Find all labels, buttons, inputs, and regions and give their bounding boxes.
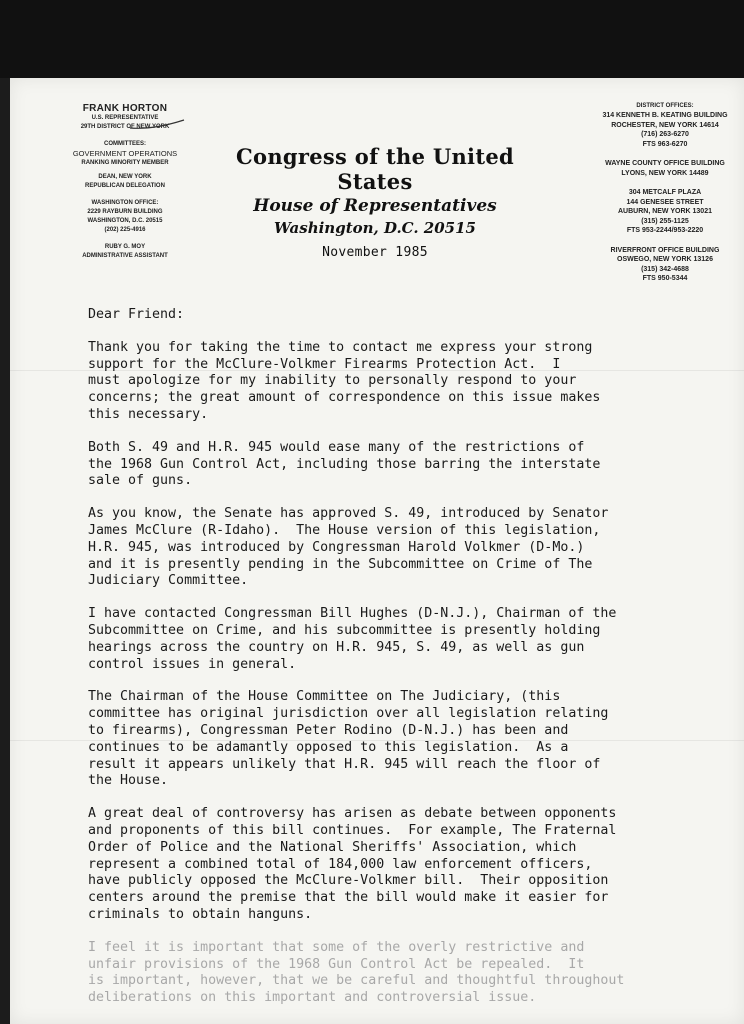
congress-heading: Congress of the United States bbox=[236, 144, 514, 194]
office-3-phone: (315) 255-1125 bbox=[641, 217, 689, 225]
office-2-line-2: LYONS, NEW YORK 14489 bbox=[621, 169, 709, 177]
washington-address-2: WASHINGTON, D.C. 20515 bbox=[87, 217, 163, 224]
letter-greeting: Dear Friend: bbox=[88, 307, 185, 322]
committees-heading: COMMITTEES: bbox=[104, 141, 146, 147]
letter-paragraph: Both S. 49 and H.R. 945 would ease many of the restrictions of the 1968 Gun Control Act, including those barring the interstate sale of guns. bbox=[88, 439, 601, 489]
office-4-phone: (315) 342-4688 bbox=[641, 265, 689, 273]
representative-district: 29TH DISTRICT OF NEW YORK bbox=[80, 124, 170, 130]
scan-background-top bbox=[0, 0, 744, 78]
dean-line-2: REPUBLICAN DELEGATION bbox=[85, 182, 165, 189]
office-3-line-1: 304 METCALF PLAZA bbox=[628, 189, 702, 196]
washington-heading: Washington, D.C. 20515 bbox=[274, 219, 476, 237]
office-1-line-2: ROCHESTER, NEW YORK 14614 bbox=[611, 121, 719, 129]
washington-address-1: 2229 RAYBURN BUILDING bbox=[87, 208, 163, 215]
dean-line-1: DEAN, NEW YORK bbox=[98, 173, 152, 180]
letter-page bbox=[10, 78, 744, 1024]
washington-office-heading: WASHINGTON OFFICE: bbox=[91, 199, 159, 206]
district-offices-heading: DISTRICT OFFICES: bbox=[636, 103, 694, 109]
house-heading: House of Representatives bbox=[253, 196, 497, 216]
letter-paragraph: The Chairman of the House Committee on The Judiciary, (this committee has original jurisdiction over all legislation relating to firearms), Congressman Peter Rodino (D-N.J.) has been and continues to be adamantly opposed to this legislation. As a result it appears unlikely that H.R. 945 will reach the floor of the House. bbox=[88, 689, 609, 789]
office-3-line-3: AUBURN, NEW YORK 13021 bbox=[617, 208, 712, 215]
committee-role: RANKING MINORITY MEMBER bbox=[81, 159, 169, 166]
office-4-fts: FTS 950-5344 bbox=[642, 275, 688, 282]
assistant-title: ADMINISTRATIVE ASSISTANT bbox=[82, 252, 168, 259]
office-3-fts: FTS 953-2244/953-2220 bbox=[626, 227, 704, 234]
washington-phone: (202) 225-4916 bbox=[104, 226, 146, 233]
office-1-line-1: 314 KENNETH B. KEATING BUILDING bbox=[602, 112, 728, 119]
letter-paragraph: As you know, the Senate has approved S. 49, introduced by Senator James McClure (R-Idaho). The House version of this legislation, H.R. 945, was introduced by Congressman Harold Volkmer (D-Mo.) and it is presently pending in the Subcommittee on Crime of The Judiciary Committee. bbox=[88, 506, 609, 589]
letter-body bbox=[88, 307, 698, 1023]
letterhead-center bbox=[210, 144, 540, 260]
office-3-line-2: 144 GENESEE STREET bbox=[626, 198, 704, 206]
committee-name: GOVERNMENT OPERATIONS bbox=[72, 149, 178, 158]
letter-paragraph: A great deal of controversy has arisen as debate between opponents and proponents of this bill continues. For example, The Fraternal Order of Police and the National Sheriffs' Association, which represent a combined total of 184,000 law enforcement officers, have publicly opposed the McClure-Volkmer bill. Their opposition centers around the premise that the bill would make it easier for criminals to obtain hanguns. bbox=[88, 806, 617, 922]
letter-paragraph-faded: I feel it is important that some of the overly restrictive and unfair provisions of the 1968 Gun Control Act be repealed. It is important, however, that we be careful and thoughtful throughout deliberations on this important and controversial issue. bbox=[88, 939, 625, 1006]
letter-date: November 1985 bbox=[322, 245, 428, 260]
office-4-line-1: RIVERFRONT OFFICE BUILDING bbox=[610, 246, 720, 254]
pen-mark-icon bbox=[128, 118, 188, 132]
office-2-line-1: WAYNE COUNTY OFFICE BUILDING bbox=[605, 160, 725, 167]
office-1-phone: (716) 263-6270 bbox=[641, 131, 689, 138]
letterhead-right-column bbox=[595, 102, 735, 284]
office-4-line-2: OSWEGO, NEW YORK 13126 bbox=[617, 256, 713, 263]
representative-title: U.S. REPRESENTATIVE bbox=[91, 115, 159, 121]
letter-paragraph: Thank you for taking the time to contact me express your strong support for the McClure-Volkmer Firearms Protection Act. I must apologize for my inability to personally respond to your concerns; the great amount of correspondence on this issue makes this necessary. bbox=[88, 339, 601, 422]
letter-paragraph: I have contacted Congressman Bill Hughes (D-N.J.), Chairman of the Subcommittee on Crime, and his subcommittee is presently holding hearings across the country on H.R. 945, S. 49, as well as gun control issues in general. bbox=[88, 606, 617, 672]
representative-name: FRANK HORTON bbox=[82, 103, 168, 114]
office-1-fts: FTS 963-6270 bbox=[642, 140, 688, 148]
assistant-name: RUBY G. MOY bbox=[104, 243, 146, 250]
